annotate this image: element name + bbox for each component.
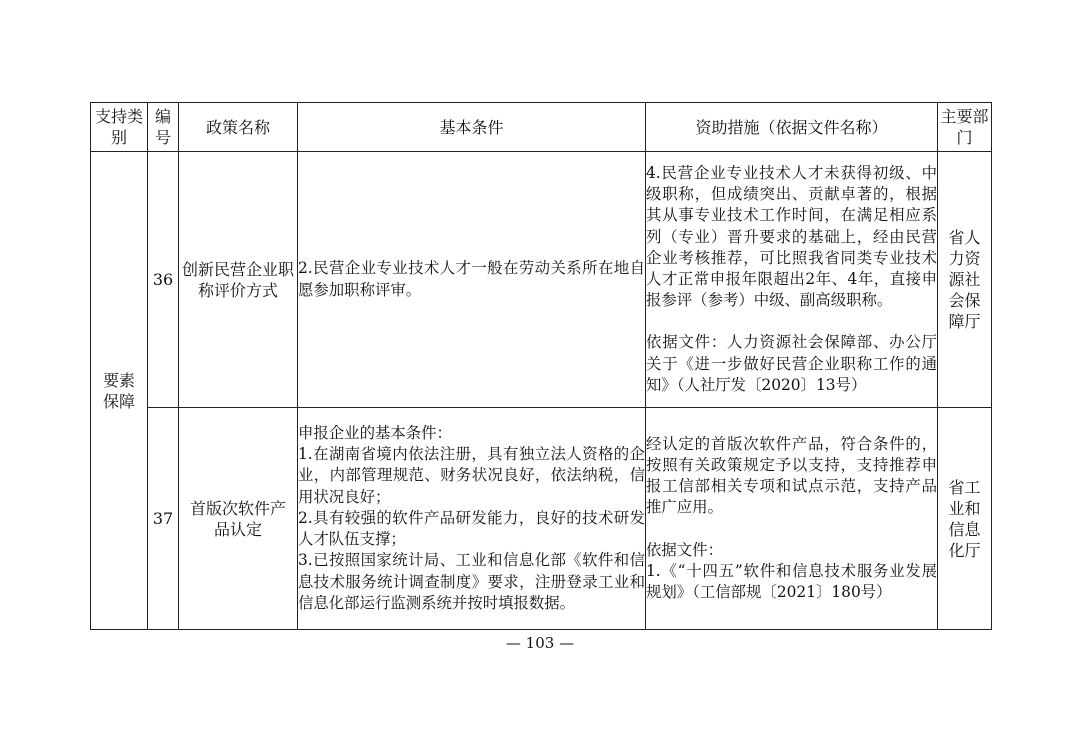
policy-name-cell: 首版次软件产品认定 <box>179 408 298 630</box>
measures-cell <box>646 408 938 630</box>
header-measures: 资助措施（依据文件名称） <box>646 103 938 152</box>
row-number: 37 <box>148 408 179 630</box>
reference-document: 1.《“十四五”软件和信息技术服务业发展规划》（工信部规〔2021〕180号） <box>646 561 937 601</box>
header-number: 编号 <box>148 103 179 152</box>
conditions-cell <box>298 152 646 408</box>
header-policy-name: 政策名称 <box>179 103 298 152</box>
measures-cell <box>646 152 938 408</box>
header-department: 主要部门 <box>938 103 992 152</box>
condition-item: 3.已按照国家统计局、工业和信息化部《软件和信息技术服务统计调查制度》要求，注册登录工业和信息化部运行监测系统并按时填报数据。 <box>298 551 645 612</box>
reference-document: 依据文件：人力资源社会保障部、办公厅关于《进一步做好民营企业职称工作的通知》（人社厅发〔2020〕13号） <box>646 333 937 394</box>
row-number: 36 <box>148 152 179 408</box>
conditions-intro: 申报企业的基本条件： <box>298 424 452 443</box>
header-conditions: 基本条件 <box>298 103 646 152</box>
page-number: — 103 — <box>505 634 575 652</box>
department-cell: 省人力资源社会保障厅 <box>938 152 992 408</box>
header-category: 支持类别 <box>91 103 148 152</box>
department-cell: 省工业和信息化厅 <box>938 408 992 630</box>
conditions-text: 2.民营企业专业技术人才一般在劳动关系所在地自愿参加职称评审。 <box>298 259 645 299</box>
policy-name-cell: 创新民营企业职称评价方式 <box>179 152 298 408</box>
conditions-cell <box>298 408 646 630</box>
condition-item: 1.在湖南省境内依法注册，具有独立法人资格的企业，内部管理规范、财务状况良好，依法纳税，信用状况良好； <box>298 445 645 506</box>
table-row <box>91 408 992 630</box>
header-row <box>91 103 992 152</box>
measures-text: 经认定的首版次软件产品，符合条件的，按照有关政策规定予以支持，支持推荐申报工信部相关专项和试点示范，支持产品推广应用。 <box>646 434 937 517</box>
measures-text: 4.民营企业专业技术人才未获得初级、中级职称，但成绩突出、贡献卓著的，根据其从事专业技术工作时间，在满足相应系列（专业）晋升要求的基础上，经由民营企业考核推荐，可比照我省同类专业技术人才正常申报年限超出2年、4年，直接申报参评（参考）中级、副高级职称。 <box>646 163 937 310</box>
policy-table <box>90 102 992 630</box>
condition-item: 2.具有较强的软件产品研发能力，良好的技术研发人才队伍支撑； <box>298 508 645 549</box>
category-cell: 要素保障 <box>91 152 148 630</box>
reference-label: 依据文件： <box>646 540 723 559</box>
table-row <box>91 152 992 408</box>
